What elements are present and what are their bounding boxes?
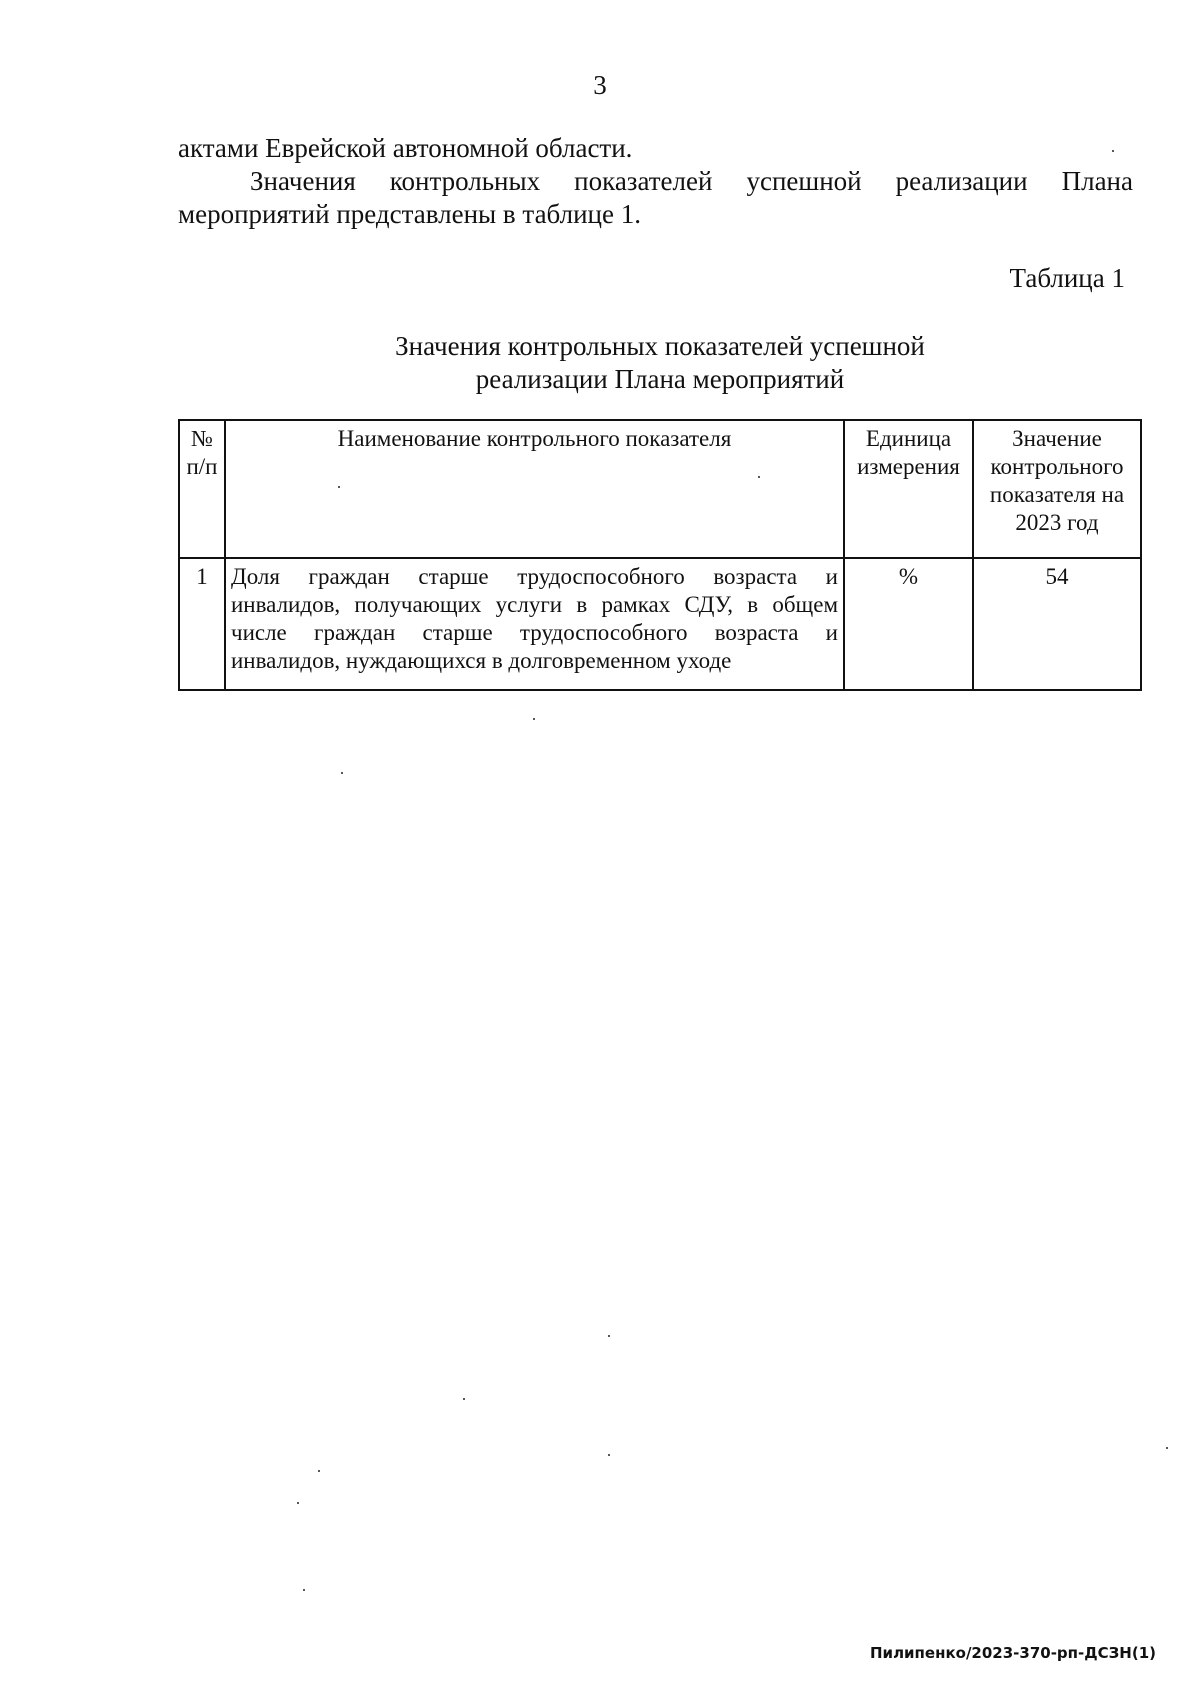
scan-speck bbox=[608, 1335, 610, 1337]
header-value: Значение контрольного показателя на 2023 год bbox=[973, 420, 1141, 558]
table-row bbox=[179, 558, 1141, 690]
row-name: Доля граждан старше трудоспособного возраста и инвалидов, получающих услуги в рамках СДУ, в общем числе граждан старше трудоспособного возраста и инвалидов, нуждающихся в долговременном уходе bbox=[225, 558, 844, 690]
document-reference: Пилипенко/2023-370-рп-ДСЗН(1) bbox=[870, 1644, 1156, 1662]
scan-speck bbox=[533, 718, 535, 720]
body-paragraph-continuation: актами Еврейской автономной области. bbox=[178, 133, 633, 163]
table-title-line-2: реализации Плана мероприятий bbox=[475, 364, 845, 394]
table-header-row bbox=[179, 420, 1141, 558]
table-label: Таблица 1 bbox=[1009, 263, 1125, 293]
row-unit: % bbox=[844, 558, 973, 690]
row-number: 1 bbox=[179, 558, 225, 690]
table-title bbox=[270, 330, 1050, 396]
row-value: 54 bbox=[973, 558, 1141, 690]
scan-speck bbox=[608, 1454, 610, 1456]
scan-speck bbox=[338, 486, 340, 488]
body-paragraph: Значения контрольных показателей успешной реализации Плана мероприятий представлены в таблице 1. bbox=[178, 166, 1133, 229]
scan-speck bbox=[758, 476, 760, 478]
scan-speck bbox=[341, 772, 343, 774]
header-number: № п/п bbox=[179, 420, 225, 558]
header-unit: Единица измерения bbox=[844, 420, 973, 558]
scan-speck bbox=[1166, 1447, 1168, 1449]
scan-speck bbox=[297, 1502, 299, 1504]
scan-speck bbox=[1112, 150, 1114, 152]
scan-speck bbox=[318, 1470, 320, 1472]
table-title-line-1: Значения контрольных показателей успешной bbox=[395, 331, 925, 361]
indicators-table bbox=[178, 419, 1142, 691]
scan-speck bbox=[303, 1589, 305, 1591]
header-name: Наименование контрольного показателя bbox=[225, 420, 844, 558]
scan-speck bbox=[463, 1398, 465, 1400]
page-number: 3 bbox=[593, 70, 607, 100]
